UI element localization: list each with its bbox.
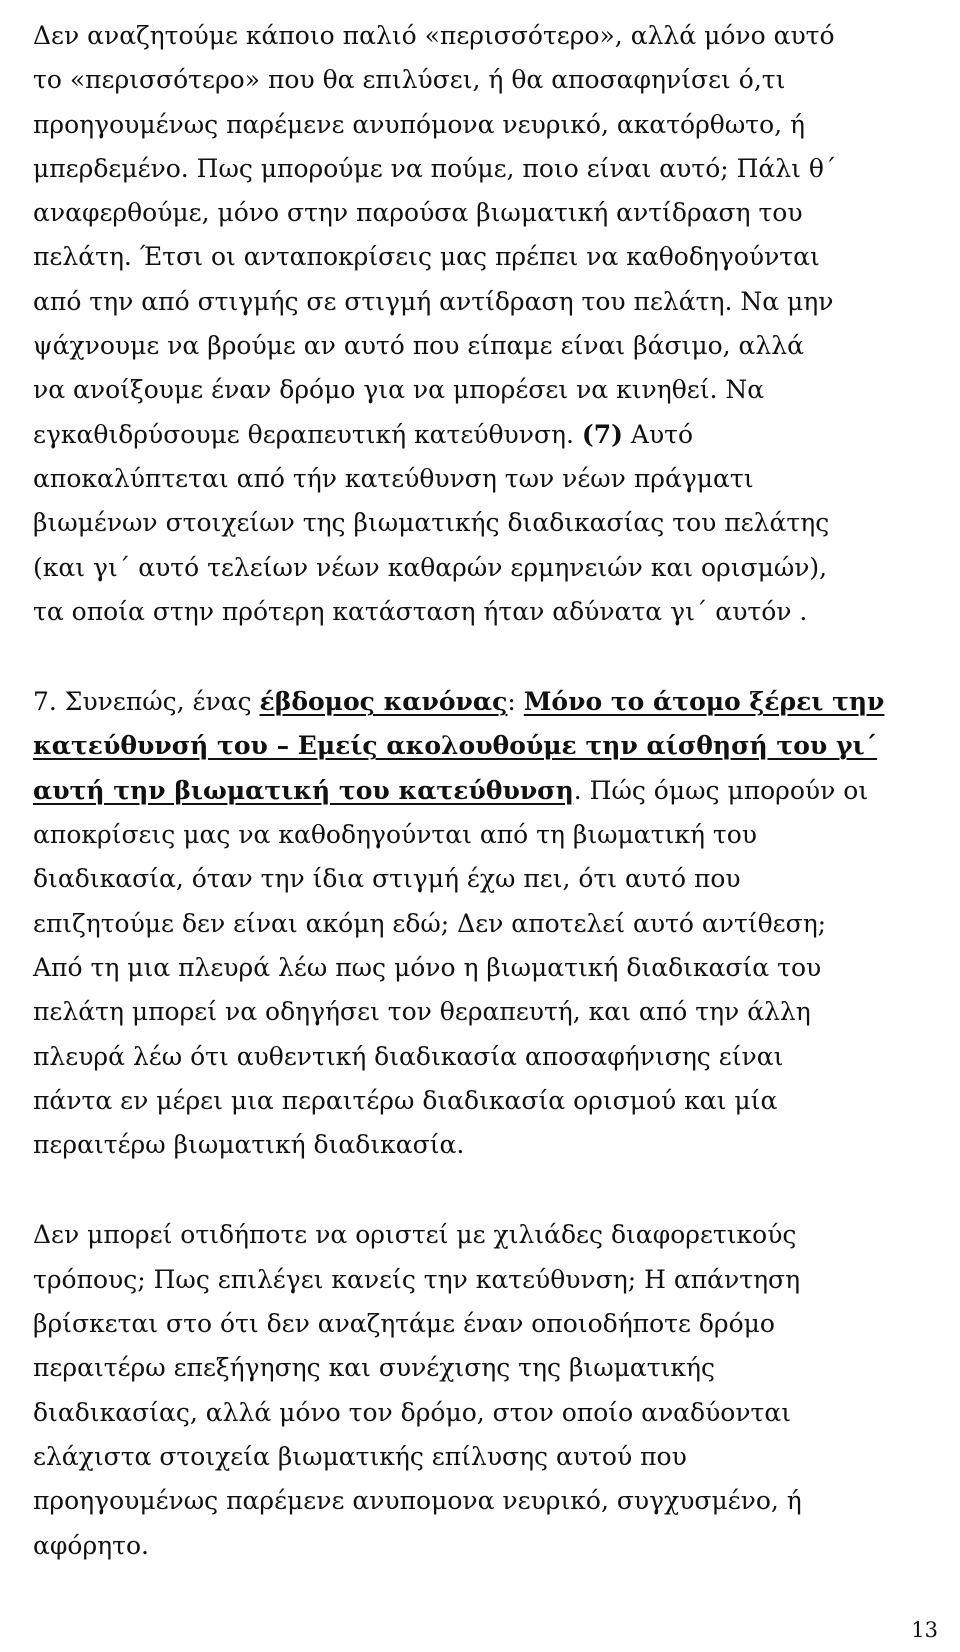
paragraph-gap [33, 634, 943, 680]
rule-text: Μόνο το άτομο ξέρει την [523, 687, 885, 717]
section-marker: (7) [581, 419, 623, 449]
text-line [33, 413, 943, 457]
text-line: ψάχνουμε να βρούμε αν αυτό που είπαμε είναι βάσιμο, αλλά [33, 331, 805, 361]
rule-text: κατεύθυνσή του – Εμείς ακολουθούμε την αίσθησή του γι΄ [33, 731, 878, 761]
text-line [33, 769, 943, 813]
text-line: προηγουμένως παρέμενε ανυπόμονα νευρικό, ακατόρθωτο, ή [33, 109, 805, 139]
text-line: επιζητούμε δεν είναι ακόμη εδώ; Δεν αποτελεί αυτό αντίθεση; [33, 908, 827, 938]
text-line: διαδικασία, όταν την ίδια στιγμή έχω πει, ότι αυτό που [33, 864, 741, 894]
text-line: αποκαλύπτεται από τήν κατεύθυνση των νέων πράγματι [33, 463, 754, 493]
text-line [33, 724, 943, 768]
text-line: προηγουμένως παρέμενε ανυπομονα νευρικό, συγχυσμένο, ή [33, 1486, 802, 1516]
text-line: πελάτη. Έτσι οι ανταποκρίσεις μας πρέπει να καθοδηγούνται [33, 242, 820, 272]
text-line: μπερδεμένο. Πως μπορούμε να πούμε, ποιο είναι αυτό; Πάλι θ΄ [33, 153, 837, 183]
text-run: : [507, 687, 524, 717]
text-run: 7. Συνεπώς, ένας [33, 687, 260, 717]
paragraph-2 [33, 680, 943, 1167]
text-line: (και γι΄ αυτό τελείων νέων καθαρών ερμηνειών και ορισμών), [33, 552, 828, 582]
paragraph-3 [33, 1213, 943, 1567]
text-line: το «περισσότερο» που θα επιλύσει, ή θα αποσαφηνίσει ό,τι [33, 65, 786, 95]
text-line [33, 680, 943, 724]
text-line: αποκρίσεις μας να καθοδηγούνται από τη βιωματική του [33, 820, 757, 850]
text-line: βιωμένων στοιχείων της βιωματικής διαδικασίας του πελάτης [33, 508, 830, 538]
rule-label: έβδομος κανόνας [259, 687, 508, 717]
text-line: Δεν μπορεί οτιδήποτε να οριστεί με χιλιάδες διαφορετικούς [33, 1220, 797, 1250]
paragraph-gap [33, 1167, 943, 1213]
text-line: Από τη μια πλευρά λέω πως μόνο η βιωματική διαδικασία του [33, 952, 822, 982]
document-page [33, 14, 943, 1568]
text-line: τα οποία στην πρότερη κατάσταση ήταν αδύνατα γι΄ αυτόν . [33, 596, 808, 626]
text-line: αφόρητο. [33, 1530, 149, 1560]
text-line: περαιτέρω βιωματική διαδικασία. [33, 1130, 465, 1160]
text-line: πλευρά λέω ότι αυθεντική διαδικασία αποσαφήνισης είναι [33, 1041, 784, 1071]
text-line: Δεν αναζητούμε κάποιο παλιό «περισσότερο», αλλά μόνο αυτό [33, 21, 835, 50]
rule-text: αυτή την βιωματική του κατεύθυνση [33, 775, 574, 805]
text-line: διαδικασίας, αλλά μόνο τον δρόμο, στον οποίο αναδύονται [33, 1397, 792, 1427]
text-line: βρίσκεται στο ότι δεν αναζητάμε έναν οποιοδήποτε δρόμο [33, 1309, 775, 1339]
text-line: περαιτέρω επεξήγησης και συνέχισης της βιωματικής [33, 1353, 715, 1383]
paragraph-1 [33, 14, 943, 634]
text-line: τρόπους; Πως επιλέγει κανείς την κατεύθυνση; Η απάντηση [33, 1264, 801, 1294]
text-line: ελάχιστα στοιχεία βιωματικής επίλυσης αυτού που [33, 1441, 687, 1471]
text-run: εγκαθιδρύσουμε θεραπευτική κατεύθυνση. [33, 419, 582, 449]
text-line: να ανοίξουμε έναν δρόμο για να μπορέσει να κινηθεί. Να [33, 375, 765, 405]
text-line: πάντα εν μέρει μια περαιτέρω διαδικασία ορισμού και μία [33, 1085, 778, 1115]
text-line: πελάτη μπορεί να οδηγήσει τον θεραπευτή, και από την άλλη [33, 997, 811, 1027]
text-run: . Πώς όμως μπορούν οι [573, 775, 869, 805]
text-line: από την από στιγμής σε στιγμή αντίδραση του πελάτη. Να μην [33, 286, 834, 316]
text-line: αναφερθούμε, μόνο στην παρούσα βιωματική αντίδραση του [33, 198, 803, 228]
page-number: 13 [911, 1618, 938, 1642]
text-run: Αυτό [622, 419, 694, 449]
